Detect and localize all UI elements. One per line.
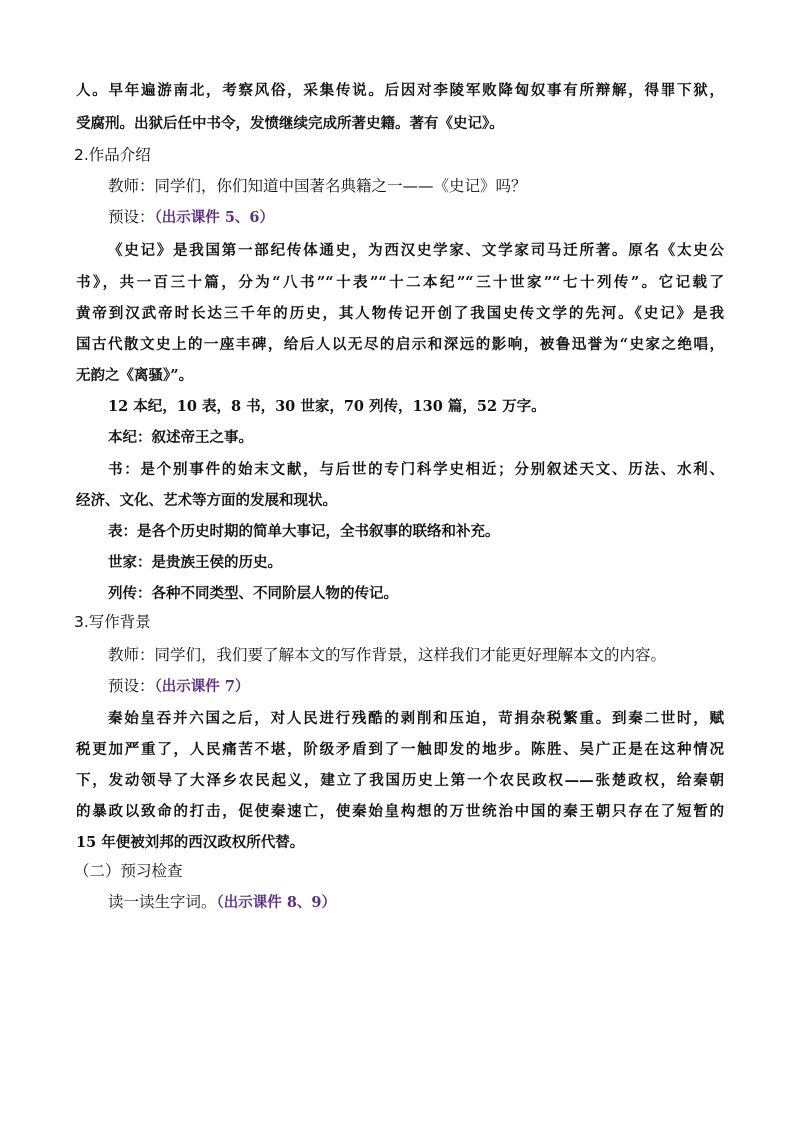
biao-definition: 表：是各个历史时期的简单大事记，全书叙事的联络和补充。 [108, 523, 500, 540]
section-heading-background: 3.写作背景 [74, 613, 151, 631]
author-line-1: 人。早年遍游南北，考察风俗，采集传说。后因对李陵军败降匈奴事有所辩解，得罪下狱， [76, 82, 724, 99]
background-line-3: 下，发动领导了大泽乡农民起义，建立了我国历史上第一个农民政权——张楚政权，给秦朝 [76, 772, 724, 789]
courseware-note-5-6: （出示课件 5、6） [154, 209, 274, 226]
preset-line-1 [108, 207, 724, 228]
courseware-note-8-9: （出示课件 8、9） [216, 894, 336, 911]
section-heading-preview-check: （二）预习检查 [74, 862, 183, 880]
background-line-2: 税更加严重了，人民痛苦不堪，阶级矛盾到了一触即发的地步。陈胜、吴广正是在这种情况 [76, 741, 724, 758]
shu-definition-line-2: 经济、文化、艺术等方面的发展和现状。 [76, 492, 337, 509]
preset-label: 预设： [108, 208, 155, 226]
intro-line-2: 书》，共一百三十篇，分为“八书”“十表”“十二本纪”“三十世家”“七十列传”。它记载了 [76, 274, 724, 291]
intro-line-4: 国古代散文史上的一座丰碑，给后人以无尽的启示和深远的影响，被鲁迅誉为“史家之绝唱， [76, 336, 724, 353]
section-heading-work-intro: 2.作品介绍 [74, 146, 151, 164]
intro-line-3: 黄帝到汉武帝时长达三千年的历史，其人物传记开创了我国史传文学的先河。《史记》是我 [76, 305, 724, 322]
benji-definition: 本纪：叙述帝王之事。 [108, 429, 253, 446]
shu-definition-line-1: 书：是个别事件的始末文献，与后世的专门科学史相近；分别叙述天文、历法、水利、 [108, 461, 724, 478]
author-line-2: 受腐刑。出狱后任中书令，发愤继续完成所著史籍。著有《史记》。 [76, 115, 504, 132]
intro-line-5: 无韵之《离骚》”。 [76, 367, 194, 384]
liezhuan-definition: 列传：各种不同类型、不同阶层人物的传记。 [108, 585, 398, 602]
intro-line-1: 《史记》是我国第一部纪传体通史，为西汉史学家、文学家司马迁所著。原名《太史公 [108, 242, 724, 259]
preview-read-line [108, 892, 724, 913]
preset-line-2 [108, 676, 724, 697]
teacher-question-1: 教师：同学们，你们知道中国著名典籍之一——《史记》吗？ [108, 177, 527, 195]
courseware-note-7: （出示课件 7） [154, 678, 250, 695]
teacher-question-2: 教师：同学们，我们要了解本文的写作背景，这样我们才能更好理解本文的内容。 [108, 646, 667, 664]
shijia-definition: 世家：是贵族王侯的历史。 [108, 554, 282, 571]
background-line-4: 的暴政以致命的打击，促使秦速亡，使秦始皇构想的万世统治中国的秦王朝只存在了短暂的 [76, 803, 724, 820]
background-line-5: 15 年便被刘邦的西汉政权所代替。 [76, 834, 305, 851]
structure-counts: 12 本纪，10 表，8 书，30 世家，70 列传，130 篇，52 万字。 [108, 398, 546, 415]
preview-read-text: 读一读生字词。 [108, 893, 217, 911]
background-line-1: 秦始皇吞并六国之后，对人民进行残酷的剥削和压迫，苛捐杂税繁重。到秦二世时，赋 [108, 710, 724, 727]
preset-label: 预设： [108, 677, 155, 695]
